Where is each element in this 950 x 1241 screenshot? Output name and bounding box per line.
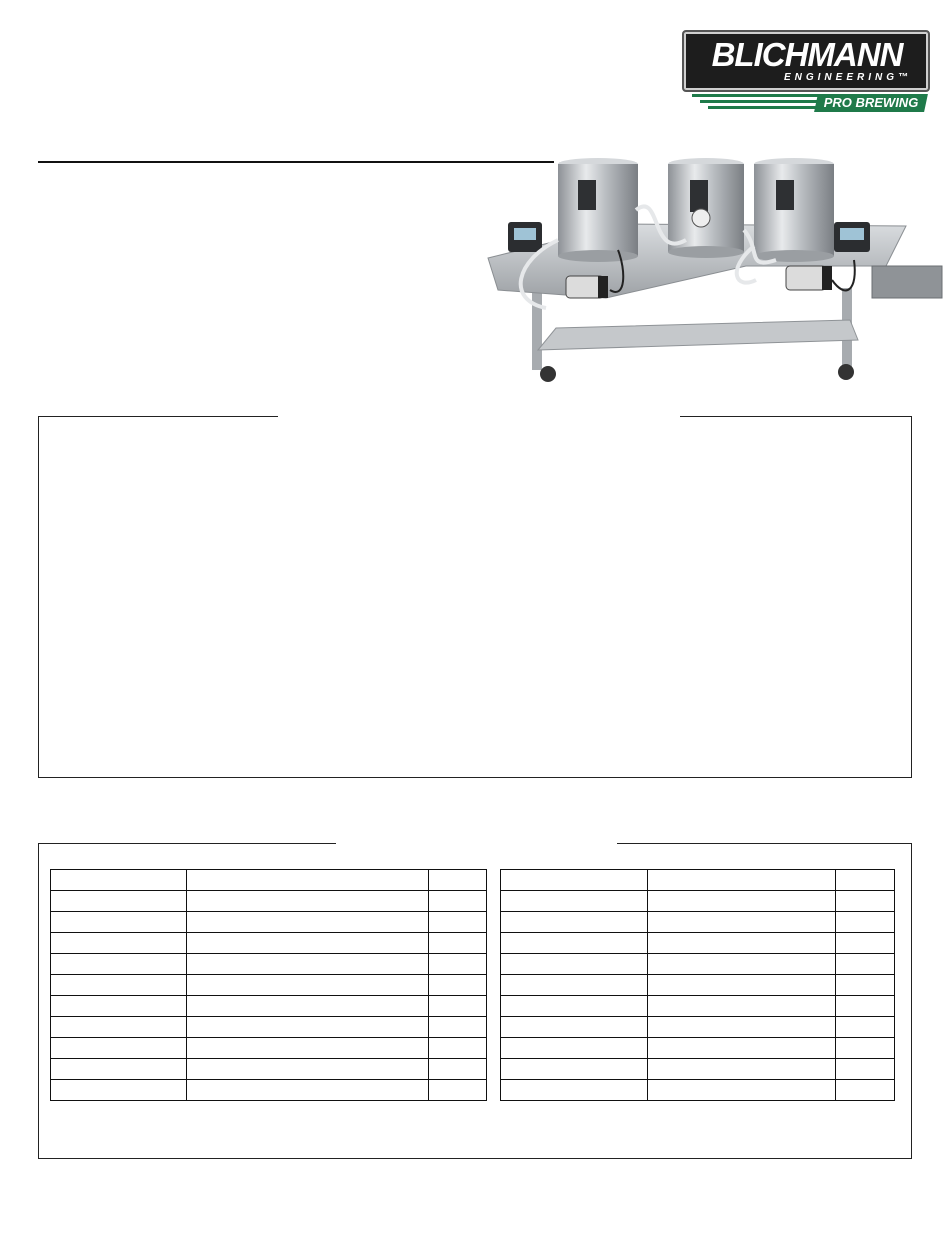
logo-subtitle: ENGINEERING™ xyxy=(783,72,912,83)
table-cell xyxy=(187,1017,429,1038)
table-cell xyxy=(51,1038,187,1059)
logo-wordmark xyxy=(682,30,930,92)
table-cell xyxy=(187,1080,429,1101)
table-cell xyxy=(501,954,648,975)
table-cell xyxy=(429,1038,487,1059)
table-cell xyxy=(501,996,648,1017)
table-cell xyxy=(429,912,487,933)
panel-heading-gap xyxy=(278,414,680,418)
table-row xyxy=(51,1059,487,1080)
table-cell xyxy=(648,1017,836,1038)
table-cell xyxy=(51,996,187,1017)
side-control-box xyxy=(872,266,942,298)
table-cell xyxy=(501,1038,648,1059)
table-cell xyxy=(187,912,429,933)
table-row xyxy=(51,1017,487,1038)
logo-stripe xyxy=(692,94,822,97)
table-cell xyxy=(51,954,187,975)
logo-tagline: PRO BREWING xyxy=(823,95,919,110)
caster-wheel xyxy=(540,366,556,382)
logo-stripe xyxy=(708,106,822,109)
table-cell xyxy=(836,1059,895,1080)
table-row xyxy=(51,975,487,996)
table-row xyxy=(501,954,895,975)
parts-table-left xyxy=(50,869,487,1101)
table-row xyxy=(501,912,895,933)
caster-wheel xyxy=(838,364,854,380)
table-cell xyxy=(429,1080,487,1101)
title-divider xyxy=(38,161,554,163)
table-cell xyxy=(429,975,487,996)
pump-right xyxy=(786,266,826,290)
table-cell xyxy=(429,933,487,954)
table-row xyxy=(51,933,487,954)
logo-brand-text: BLICHMANN xyxy=(711,36,903,73)
table-row xyxy=(501,870,895,891)
table-cell xyxy=(429,1017,487,1038)
table-row xyxy=(51,996,487,1017)
table-cell xyxy=(187,870,429,891)
product-photo xyxy=(486,150,946,390)
table-row xyxy=(51,912,487,933)
table-row xyxy=(501,1080,895,1101)
table-cell xyxy=(648,996,836,1017)
table-cell xyxy=(501,1080,648,1101)
table-cell xyxy=(648,954,836,975)
introduction-panel xyxy=(38,416,912,778)
parts-table-right xyxy=(500,869,895,1101)
table-cell xyxy=(429,954,487,975)
table-cell xyxy=(648,870,836,891)
table-row xyxy=(51,1038,487,1059)
table-cell xyxy=(187,933,429,954)
table-row xyxy=(501,1038,895,1059)
table-cell xyxy=(648,1038,836,1059)
table-cell xyxy=(501,870,648,891)
table-cell xyxy=(429,996,487,1017)
panel-heading-gap xyxy=(336,841,617,845)
table-cell xyxy=(648,1080,836,1101)
table-cell xyxy=(648,891,836,912)
table-cell xyxy=(187,975,429,996)
logo-stripe xyxy=(700,100,822,103)
table-cell xyxy=(51,912,187,933)
table-cell xyxy=(836,1080,895,1101)
table-cell xyxy=(648,912,836,933)
lower-shelf xyxy=(538,320,858,350)
table-cell xyxy=(501,912,648,933)
table-cell xyxy=(51,1080,187,1101)
table-row xyxy=(51,1080,487,1101)
kettle-right xyxy=(754,158,834,262)
table-cell xyxy=(429,1059,487,1080)
table-cell xyxy=(648,975,836,996)
table-row xyxy=(501,1017,895,1038)
kettle-left xyxy=(558,158,638,262)
table-cell xyxy=(51,891,187,912)
table-cell xyxy=(51,1017,187,1038)
table-row xyxy=(501,1059,895,1080)
table-cell xyxy=(836,1038,895,1059)
table-cell xyxy=(51,933,187,954)
table-cell xyxy=(648,933,836,954)
table-cell xyxy=(429,870,487,891)
table-cell xyxy=(187,996,429,1017)
table-row xyxy=(501,933,895,954)
table-cell xyxy=(836,912,895,933)
table-cell xyxy=(501,975,648,996)
table-cell xyxy=(836,933,895,954)
table-cell xyxy=(51,870,187,891)
table-cell xyxy=(836,891,895,912)
table-cell xyxy=(501,891,648,912)
table-row xyxy=(501,975,895,996)
table-cell xyxy=(187,891,429,912)
table-cell xyxy=(187,1059,429,1080)
table-cell xyxy=(836,975,895,996)
table-cell xyxy=(187,954,429,975)
brand-logo xyxy=(676,22,932,118)
table-cell xyxy=(501,1059,648,1080)
table-row xyxy=(501,996,895,1017)
table-cell xyxy=(836,1017,895,1038)
table-cell xyxy=(51,1059,187,1080)
logo-tagline-badge xyxy=(814,94,928,112)
table-cell xyxy=(187,1038,429,1059)
table-cell xyxy=(51,975,187,996)
table-cell xyxy=(429,891,487,912)
table-row xyxy=(501,891,895,912)
table-cell xyxy=(836,870,895,891)
table-cell xyxy=(836,996,895,1017)
table-row xyxy=(51,870,487,891)
table-row xyxy=(51,891,487,912)
table-row xyxy=(51,954,487,975)
table-cell xyxy=(501,1017,648,1038)
table-cell xyxy=(501,933,648,954)
table-cell xyxy=(836,954,895,975)
table-cell xyxy=(648,1059,836,1080)
